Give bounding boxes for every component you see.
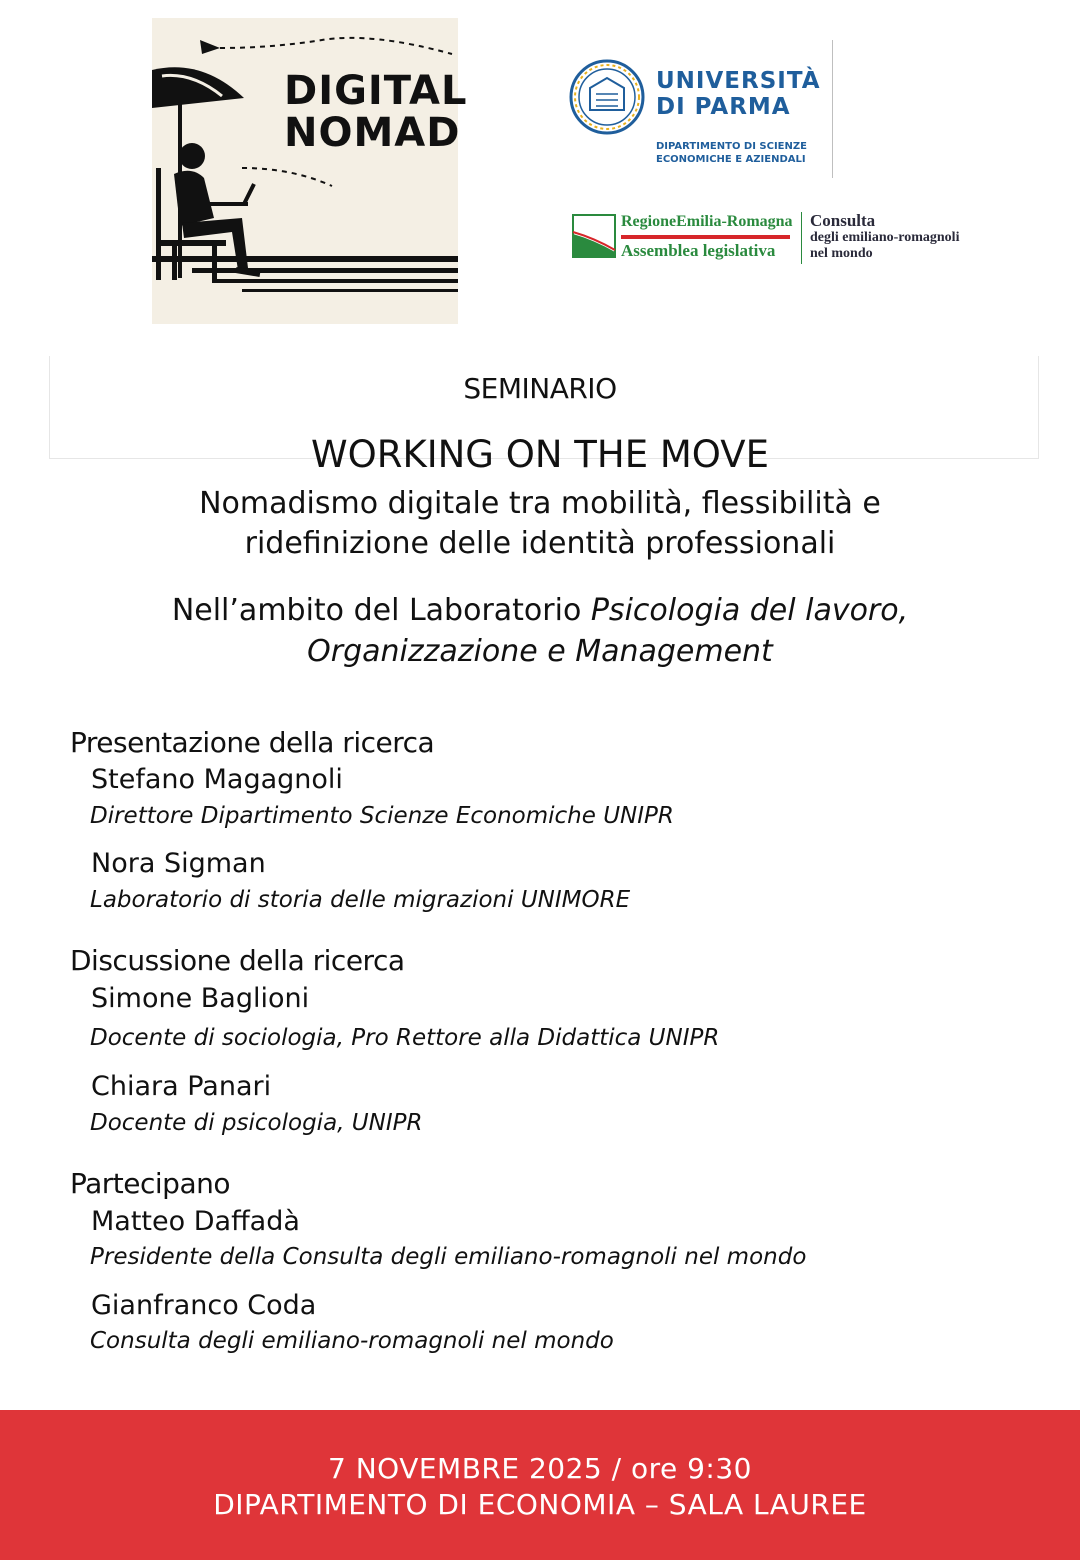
speaker-role: Consulta degli emiliano-romagnoli nel mondo: [90, 1328, 614, 1354]
speaker-name: Stefano Magagnoli: [91, 764, 343, 795]
department-name: DIPARTIMENTO DI SCIENZE ECONOMICHE E AZIENDALI: [656, 141, 807, 165]
event-location: DIPARTIMENTO DI ECONOMIA – SALA LAUREE: [213, 1488, 867, 1521]
event-kicker: SEMINARIO: [463, 372, 617, 405]
event-date: 7 NOVEMBRE 2025 / ore 9:30: [328, 1452, 752, 1485]
digital-nomad-illustration: [152, 18, 468, 324]
consulta-name: Consulta degli emiliano-romagnoli nel mondo: [810, 211, 960, 261]
regione-divider: [801, 212, 802, 264]
nomad-title: DIGITAL NOMAD: [284, 68, 468, 156]
page-subtitle: Nomadismo digitale tra mobilità, flessibilità e ridefinizione delle identità professionali: [199, 486, 881, 561]
section-heading-discussione: Discussione della ricerca: [70, 944, 405, 977]
beach-laptop-illustration: [152, 18, 458, 324]
university-seal-icon: [568, 58, 646, 136]
regione-flag-icon: [572, 214, 616, 258]
speaker-role: Docente di psicologia, UNIPR: [90, 1110, 423, 1136]
logo-divider: [832, 40, 833, 178]
regione-red-bar: [621, 235, 790, 239]
speaker-name: Simone Baglioni: [91, 983, 310, 1014]
footer-banner: [0, 1410, 1080, 1560]
speaker-name: Matteo Daffadà: [91, 1206, 300, 1237]
assemblea-name: Assemblea legislativa: [621, 241, 776, 260]
laboratory-context: Nell’ambito del Laboratorio Psicologia del lavoro, Organizzazione e Management: [171, 593, 909, 669]
section-heading-presentazione: Presentazione della ricerca: [70, 726, 435, 759]
speaker-name: Chiara Panari: [91, 1071, 272, 1102]
regione-name: RegioneEmilia-Romagna: [621, 213, 793, 230]
speaker-name: Nora Sigman: [91, 848, 266, 879]
speaker-role: Docente di sociologia, Pro Rettore alla Didattica UNIPR: [90, 1025, 720, 1051]
speaker-name: Gianfranco Coda: [91, 1290, 317, 1321]
university-name: UNIVERSITÀ DI PARMA: [656, 68, 821, 120]
section-heading-partecipano: Partecipano: [70, 1167, 230, 1200]
page-title: WORKING ON THE MOVE: [311, 433, 769, 476]
speaker-role: Laboratorio di storia delle migrazioni UNIMORE: [90, 887, 631, 913]
speaker-role: Direttore Dipartimento Scienze Economiche UNIPR: [90, 803, 674, 829]
speaker-role: Presidente della Consulta degli emiliano-romagnoli nel mondo: [90, 1244, 807, 1270]
